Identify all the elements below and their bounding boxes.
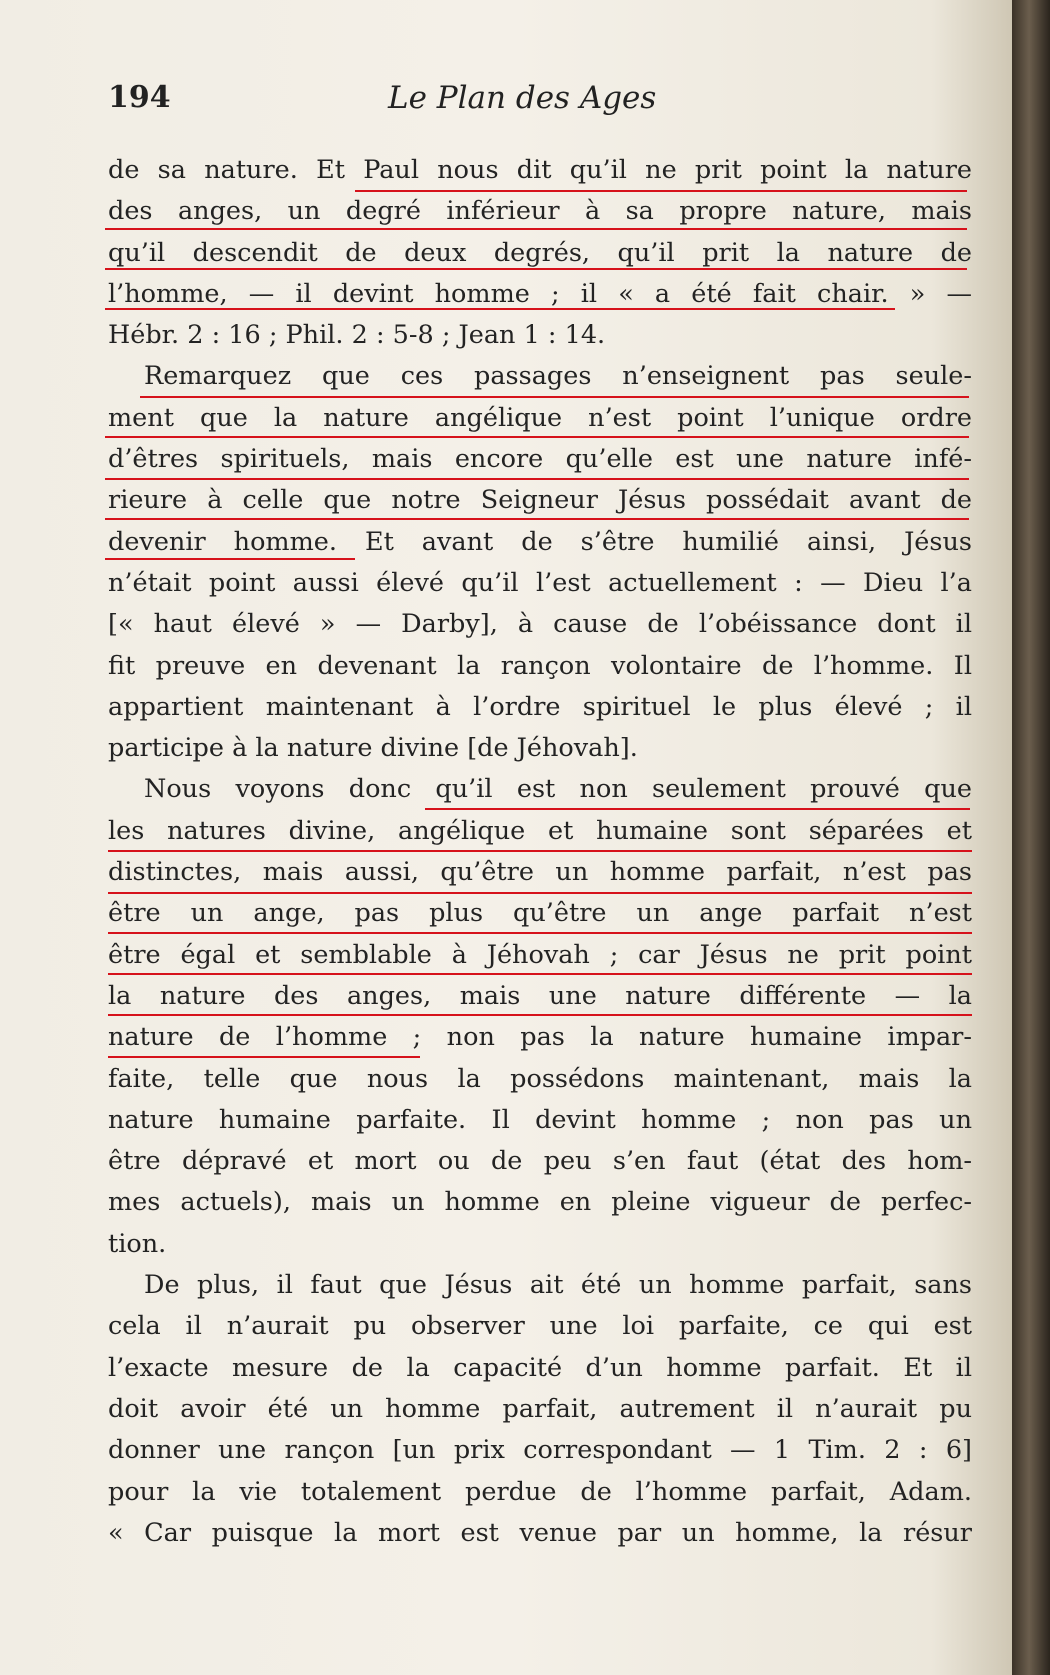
text-line: faite, telle que nous la possédons maintenant, mais la xyxy=(108,1063,972,1094)
text-line: l’exacte mesure de la capacité d’un homme parfait. Et il xyxy=(108,1352,972,1383)
text-line: pour la vie totalement perdue de l’homme parfait, Adam. xyxy=(108,1476,972,1507)
text-line: la nature des anges, mais une nature différente — la xyxy=(108,980,972,1011)
red-underline xyxy=(108,892,972,894)
text-line: participe à la nature divine [de Jéhovah]. xyxy=(108,733,638,764)
text-line: de sa nature. Et Paul nous dit qu’il ne prit point la nature xyxy=(108,155,972,185)
text-line: les natures divine, angélique et humaine sont séparées et xyxy=(108,815,972,846)
paragraph-2 xyxy=(108,356,972,769)
text-line: Nous voyons donc qu’il est non seulement prouvé que xyxy=(144,774,972,805)
text-line: Hébr. 2 : 16 ; Phil. 2 : 5-8 ; Jean 1 : 14. xyxy=(108,320,606,351)
text-line: [« haut élevé » — Darby], à cause de l’obéissance dont il xyxy=(108,609,972,640)
text-line: qu’il descendit de deux degrés, qu’il prit la nature de xyxy=(108,237,972,268)
text-line: être égal et semblable à Jéhovah ; car Jésus ne prit point xyxy=(108,939,972,970)
red-underline xyxy=(105,308,895,310)
text-line: devenir homme. Et avant de s’être humilié ainsi, Jésus xyxy=(108,526,972,557)
red-underline xyxy=(108,850,972,852)
red-underline xyxy=(108,1056,420,1058)
text-line: doit avoir été un homme parfait, autrement il n’aurait pu xyxy=(108,1393,972,1424)
text-line: d’êtres spirituels, mais encore qu’elle est une nature infé- xyxy=(108,444,972,475)
text-line: rieure à celle que notre Seigneur Jésus possédait avant de xyxy=(108,485,972,516)
red-underline xyxy=(108,973,972,975)
text-line: distinctes, mais aussi, qu’être un homme parfait, n’est pas xyxy=(108,857,972,888)
body-text xyxy=(108,150,972,1554)
text-line: appartient maintenant à l’ordre spirituel le plus élevé ; il xyxy=(108,691,972,722)
red-underline xyxy=(140,396,969,398)
running-title: Le Plan des Ages xyxy=(388,80,657,116)
red-underline xyxy=(108,932,972,934)
paragraph-4 xyxy=(108,1265,972,1554)
text-line: mes actuels), mais un homme en pleine vigueur de perfec- xyxy=(108,1187,972,1218)
paragraph-1 xyxy=(108,150,972,356)
paragraph-3 xyxy=(108,769,972,1265)
book-spine xyxy=(1012,0,1050,1675)
text-line: nature humaine parfaite. Il devint homme ; non pas un xyxy=(108,1104,972,1135)
red-underline xyxy=(105,478,969,480)
red-underline xyxy=(105,518,969,520)
text-line: donner une rançon [un prix correspondant — 1 Tim. 2 : 6] xyxy=(108,1435,972,1466)
page-header xyxy=(108,80,978,130)
red-underline xyxy=(108,1014,972,1016)
text-line: De plus, il faut que Jésus ait été un homme parfait, sans xyxy=(144,1270,972,1301)
red-underline xyxy=(105,228,967,230)
red-underline xyxy=(105,268,967,270)
text-line: fit preuve en devenant la rançon volontaire de l’homme. Il xyxy=(108,650,972,681)
red-underline xyxy=(105,436,969,438)
text-line: nature de l’homme ; non pas la nature humaine impar- xyxy=(108,1022,972,1053)
text-line: n’était point aussi élevé qu’il l’est actuellement : — Dieu l’a xyxy=(108,567,972,598)
text-line: ment que la nature angélique n’est point l’unique ordre xyxy=(108,402,972,433)
text-line: Remarquez que ces passages n’enseignent pas seule- xyxy=(144,361,972,392)
text-line: être un ange, pas plus qu’être un ange parfait n’est xyxy=(108,898,972,929)
text-line: tion. xyxy=(108,1228,167,1259)
red-underline xyxy=(425,808,970,810)
text-line: être dépravé et mort ou de peu s’en faut (état des hom- xyxy=(108,1146,972,1177)
red-underline xyxy=(105,558,355,560)
text-line: cela il n’aurait pu observer une loi parfaite, ce qui est xyxy=(108,1311,972,1342)
page-number: 194 xyxy=(108,80,171,115)
red-underline xyxy=(355,190,967,192)
text-line: l’homme, — il devint homme ; il « a été fait chair. » — xyxy=(108,278,972,309)
text-line: des anges, un degré inférieur à sa propre nature, mais xyxy=(108,196,972,227)
text-line: « Car puisque la mort est venue par un homme, la résur xyxy=(108,1517,972,1548)
